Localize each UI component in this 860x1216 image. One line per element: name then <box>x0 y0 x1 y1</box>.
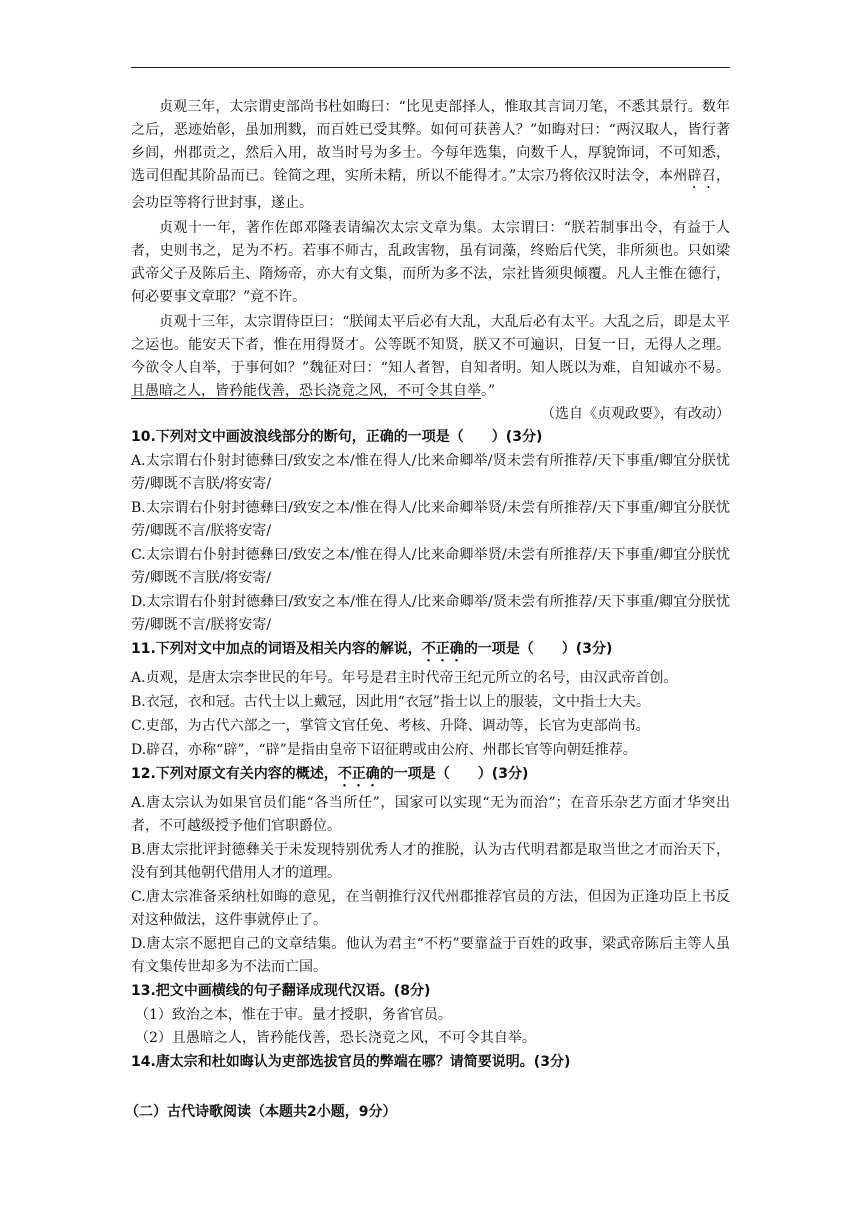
question-12-option-b: B.唐太宗批评封德彝关于未发现特别优秀人才的推脱，认为古代明君都是取当世之才而治天下，没有到其他朝代借用人才的道理。 <box>131 842 730 881</box>
question-12-option-c: C.唐太宗准备采纳杜如晦的意见，在当朝推行汉代州郡推荐官员的方法，但因为正逢功臣上书反对这种做法，这件事就停止了。 <box>131 889 730 928</box>
underlined-sentence: 且愚暗之人，皆矜能伐善，恐长浇竞之风，不可令其自举 <box>131 383 481 399</box>
passage-paragraph-1 <box>131 96 730 215</box>
question-10-option-c: C.太宗谓右仆射封德彝曰/致安之本/惟在得人/比来命卿举贤/未尝有所推荐/天下事重/卿宜分朕忧劳/卿既不言朕/将安寄/ <box>131 547 730 586</box>
question-11-option-b: B.衣冠，衣和冠。古代士以上戴冠，因此用“衣冠”指士以上的服装，文中指士大夫。 <box>131 694 651 710</box>
question-11-option-c: C.吏部，为古代六部之一，掌管文官任免、考核、升降、调动等，长官为吏部尚书。 <box>131 718 650 734</box>
stem-text: 的一项是（ ）(3分) <box>463 641 613 657</box>
passage-paragraph-2: 贞观十一年，著作佐郎邓隆表请编次太宗文章为集。太宗谓曰：“朕若制事出令，有益于人者，史则书之，足为不朽。若事不师古，乱政害物，虽有词藻，终贻后代笑，非所须也。只如梁武帝父子及陈后主、隋炀帝，亦大有文集，而所为多不法，宗社皆须臾倾覆。凡人主惟在德行，何必要事文章耶？”竟不许。 <box>131 220 730 305</box>
question-13-item-1: （1）致治之本，惟在于审。量才授职，务省官员。 <box>135 1007 452 1023</box>
exam-page <box>125 96 731 1123</box>
passage-source: （选自《贞观政要》，有改动） <box>541 406 730 422</box>
header-rule <box>131 67 730 68</box>
question-10-option-d: D.太宗谓右仆射封德彝曰/致安之本/惟在得人/比来命卿举/贤未尝有所推荐/天下事重/卿宜分朕忧劳/卿既不言/朕将安寄/ <box>131 594 730 633</box>
question-11-stem <box>131 638 730 665</box>
paragraph-text: 贞观十三年，太宗谓侍臣曰：“朕闻太平后必有大乱，大乱后必有太平。大乱之后，即是太平之运也。能安天下者，惟在用得贤才。公等既不知贤，朕又不可遍识，日复一日，无得人之理。今欲令人自举，于事何如？”魏征对曰：“知人者智，自知者明。知人既以为难，自知诚亦不易。 <box>131 314 730 376</box>
question-11-option-d: D.辟召，亦称“辟”，“辟”是指由皇帝下诏征聘或由公府、州郡长官等向朝廷推荐。 <box>131 742 637 758</box>
question-13-stem: 13.把文中画横线的句子翻译成现代汉语。(8分) <box>131 983 431 999</box>
paragraph-text: 。” <box>481 383 496 399</box>
section-heading-poetry: （二）古代诗歌阅读（本题共2小题，9分） <box>125 1104 397 1120</box>
stem-text: 12.下列对原文有关内容的概述， <box>131 766 338 782</box>
dotted-emphasis: 不正确 <box>337 766 380 782</box>
stem-text: 的一项是（ ）(3分) <box>379 766 529 782</box>
question-10-option-b: B.太宗谓右仆射封德彝曰/致安之本/惟在得人/比来命卿举贤/未尝有所推荐/天下事重/卿宜分朕忧劳/卿既不言/朕将安寄/ <box>131 500 730 539</box>
question-12-option-a: A.唐太宗认为如果官员们能“各当所任”，国家可以实现“无为而治”；在音乐杂艺方面才华突出者，不可越级授予他们官职爵位。 <box>131 795 730 834</box>
question-11-option-a: A.贞观，是唐太宗李世民的年号。年号是君主时代帝王纪元所立的名号，由汉武帝首创。 <box>131 670 678 686</box>
dotted-term: 辟召 <box>687 168 717 184</box>
stem-text: 11.下列对文中加点的词语及相关内容的解说， <box>131 641 422 657</box>
question-10-option-a: A.太宗谓右仆射封德彝曰/致安之本/惟在得人/比来命卿举/贤未尝有所推荐/天下事重/卿宜分朕忧劳/卿既不言朕/将安寄/ <box>131 453 730 492</box>
paragraph-text: 贞观三年，太宗谓吏部尚书杜如晦曰：“比见吏部择人，惟取其言词刀笔，不悉其景行。数年之后，恶迹始彰，虽加刑戮，而百姓已受其弊。如何可获善人？”如晦对曰：“两汉取人，皆行著乡闾，州郡贡之，然后入用，故当时号为多士。今每年选集，向数千人，厚貌饰词，不可知悉，选司但配其阶品而已。铨简之理，实所未精，所以不能得才。”太宗乃将依汉时法令，本州 <box>131 99 730 184</box>
paragraph-text: ，会功臣等将行世封事，遂止。 <box>131 168 731 211</box>
question-10-stem: 10.下列对文中画波浪线部分的断句，正确的一项是（ ）(3分) <box>131 429 543 445</box>
dotted-emphasis: 不正确 <box>421 641 464 657</box>
passage-paragraph-3 <box>131 311 730 403</box>
question-12-stem <box>131 763 730 790</box>
question-13-item-2: （2）且愚暗之人，皆矜能伐善，恐长浇竞之风，不可令其自举。 <box>135 1030 536 1046</box>
question-14-stem: 14.唐太宗和杜如晦认为吏部选拔官员的弊端在哪？请简要说明。(3分) <box>131 1054 571 1070</box>
question-12-option-d: D.唐太宗不愿把自己的文章结集。他认为君主“不朽”要靠益于百姓的政事，梁武帝陈后主等人虽有文集传世却多为不法而亡国。 <box>131 936 730 975</box>
